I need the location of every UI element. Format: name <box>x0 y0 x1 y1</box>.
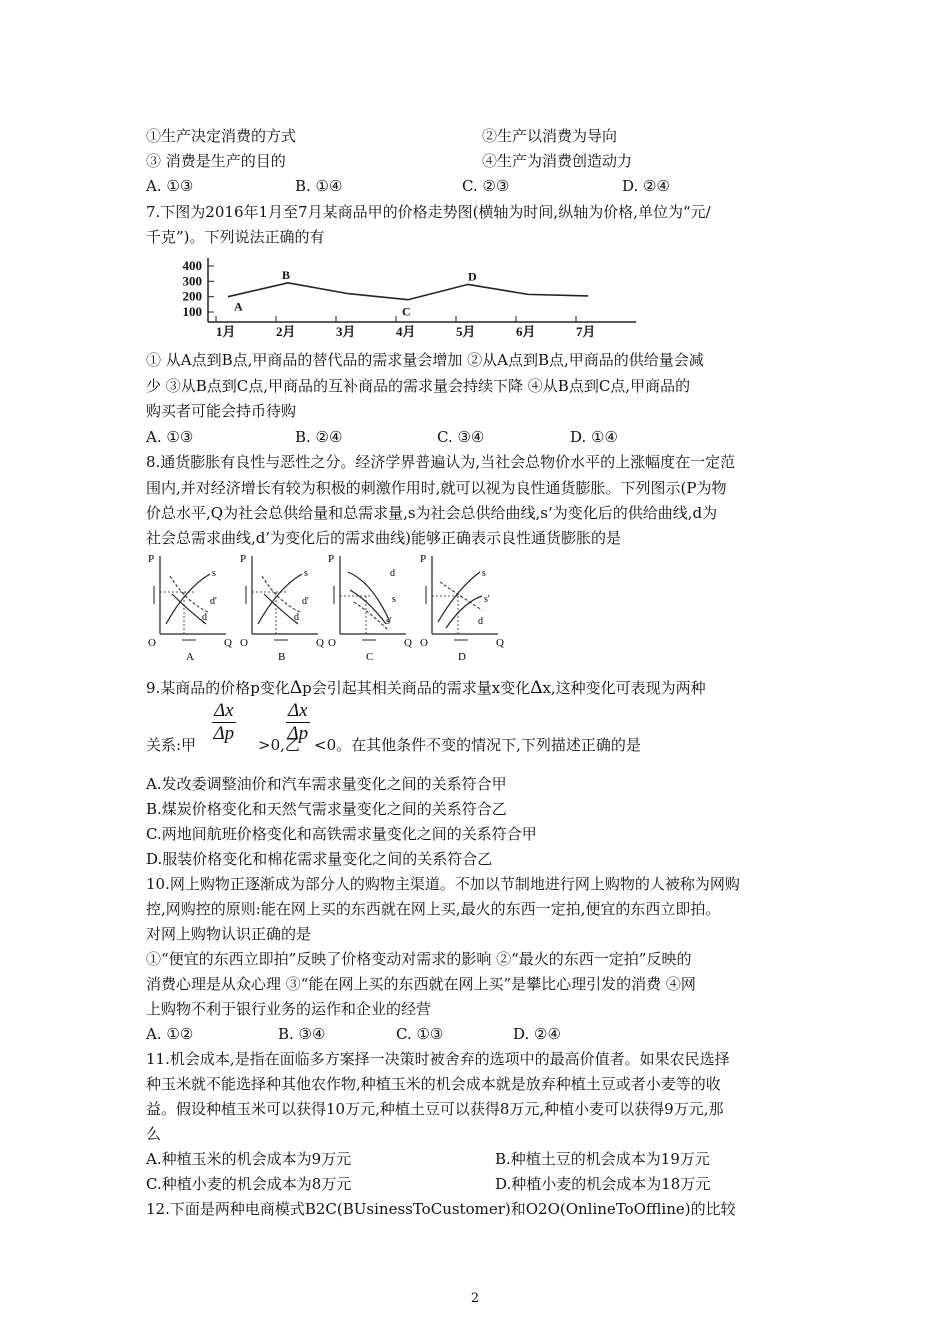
q11-stem-line-3: 益。假设种植玉米可以获得10万元,种植土豆可以获得8万元,种植小麦可以获得9万元,那 <box>146 1100 724 1118</box>
q7-option-a: A. ①③ <box>146 428 194 446</box>
q9-relation-suffix: <0。在其他条件不变的情况下,下列描述正确的是 <box>314 736 641 754</box>
y-tick-label: 300 <box>182 273 202 289</box>
x-tick-label: 2月 <box>276 324 296 338</box>
q9-option-d: D.服装价格变化和棉花需求量变化之间的关系符合乙 <box>146 850 493 868</box>
q9-option-c: C.两地间航班价格变化和高铁需求量变化之间的关系符合甲 <box>146 825 537 843</box>
q7-option-c: C. ③④ <box>437 428 485 446</box>
q7-price-chart <box>146 254 640 338</box>
q7-desc-line-1: ① 从A点到B点,甲商品的替代品的需求量会增加 ②从A点到B点,甲商品的供给量会减 <box>146 351 704 369</box>
y-tick-label: 100 <box>182 304 202 319</box>
y-tick-label: 400 <box>182 258 202 273</box>
q6-item-3: ③ 消费是生产的目的 <box>146 152 286 170</box>
q8-graph-d <box>420 553 504 663</box>
demand-curve <box>264 594 298 624</box>
origin-label: O <box>240 637 248 649</box>
q9-fraction-jia-denominator: Δp <box>213 723 235 744</box>
x-tick-label: 4月 <box>396 324 416 338</box>
point-label: B <box>282 267 291 282</box>
curve-label: s' <box>484 594 490 605</box>
q9-option-b: B.煤炭价格变化和天然气需求量变化之间的关系符合乙 <box>146 800 507 818</box>
q10-stem-line-3: 对网上购物认识正确的是 <box>146 925 312 943</box>
q10-option-c: C. ①③ <box>396 1025 444 1043</box>
supply-curve <box>438 572 480 622</box>
q11-option-c: C.种植小麦的机会成本为8万元 <box>146 1175 352 1193</box>
q9-fraction-jia-numerator: Δx <box>214 700 234 721</box>
demand-curve-shifted <box>262 576 300 612</box>
q10-stem-line-1: 10.网上购物正逐渐成为部分人的购物主渠道。不加以节制地进行网上购物的人被称为网购 <box>146 875 740 893</box>
axis-q-label: Q <box>316 637 324 649</box>
q9-stem-line-1 <box>146 678 706 698</box>
q11-stem-line-4: 么 <box>146 1125 162 1143</box>
origin-label: O <box>148 637 156 649</box>
q8-stem-line-1: 8.通货膨胀有良性与恶性之分。经济学界普遍认为,当社会总物价水平的上涨幅度在一定范 <box>146 453 736 471</box>
curve-label: s' <box>386 616 392 627</box>
q9-option-a: A.发改委调整油价和汽车需求量变化之间的关系符合甲 <box>146 775 507 793</box>
curve-label: d' <box>302 596 309 607</box>
q8-graph-c <box>328 553 412 663</box>
demand-curve <box>172 594 206 624</box>
axis-p-label: P <box>328 553 335 565</box>
q8-stem-line-4: 社会总需求曲线,d’为变化后的需求曲线)能够正确表示良性通货膨胀的是 <box>146 529 621 547</box>
graph-label: C <box>366 651 374 663</box>
y-tick-label: 200 <box>182 288 202 304</box>
curve-label: s <box>482 568 486 579</box>
x-tick-label: 7月 <box>576 324 596 338</box>
q6-item-1: ①生产决定消费的方式 <box>146 127 297 145</box>
q11-stem-line-1: 11.机会成本,是指在面临多方案择一决策时被舍弃的选项中的最高价值者。如果农民选择 <box>146 1050 730 1068</box>
q7-option-b: B. ②④ <box>295 428 343 446</box>
q9-delta-x: Δ <box>530 677 543 698</box>
q6-item-4: ④生产为消费创造动力 <box>482 152 633 170</box>
x-tick-label: 6月 <box>516 324 536 338</box>
q6-item-2: ②生产以消费为导向 <box>482 127 618 145</box>
q12-stem: 12.下面是两种电商模式B2C(BUsinessToCustomer)和O2O(OnlineToOffline)的比较 <box>146 1200 736 1218</box>
q7-desc-line-2: 少 ③从B点到C点,甲商品的互补商品的需求量会持续下降 ④从B点到C点,甲商品的 <box>146 377 691 395</box>
q11-stem-line-2: 种玉米就不能选择种其他农作物,种植玉米的机会成本就是放弃种植土豆或者小麦等的收 <box>146 1075 721 1093</box>
graph-label: A <box>186 651 194 663</box>
x-tick-label: 5月 <box>456 324 476 338</box>
q9-fraction-jia <box>212 700 236 745</box>
q11-option-a: A.种植玉米的机会成本为9万元 <box>146 1150 352 1168</box>
q10-desc-line-1: ①“便宜的东西立即拍”反映了价格变动对需求的影响 ②“最火的东西一定拍”反映的 <box>146 950 692 968</box>
q7-desc-line-3: 购买者可能会持币待购 <box>146 402 297 420</box>
q9-stem-part-2: p会引起其相关商品的需求量x变化 <box>302 679 531 697</box>
q8-graph-b <box>240 553 324 663</box>
demand-curve <box>348 572 390 622</box>
q9-relation-prefix: 关系:甲 <box>146 736 197 754</box>
q9-fraction-yi-numerator: Δx <box>288 700 308 721</box>
axis-q-label: Q <box>224 637 232 649</box>
q8-stem-line-2: 围内,并对经济增长有较为积极的刺激作用时,就可以视为良性通货膨胀。下列图示(P为物 <box>146 479 727 497</box>
q10-stem-line-2: 控,网购控的原则:能在网上买的东西就在网上买,最火的东西一定拍,便宜的东西立即拍。 <box>146 900 721 918</box>
q8-graph-a <box>148 553 232 663</box>
supply-curve <box>350 590 386 624</box>
curve-label: s <box>392 594 396 605</box>
q9-stem-part-3: x,这种变化可表现为两种 <box>542 679 706 697</box>
point-label: A <box>234 299 243 314</box>
q9-fraction-yi-denominator: Δp <box>287 723 309 744</box>
curve-label: s <box>304 568 308 579</box>
axis-q-label: Q <box>496 637 504 649</box>
q9-delta-p: Δ <box>289 677 303 698</box>
q10-option-a: A. ①② <box>146 1025 194 1043</box>
point-label: D <box>468 269 477 284</box>
q8-supply-demand-graphs <box>146 552 506 664</box>
axis-q-label: Q <box>404 637 412 649</box>
q10-option-b: B. ③④ <box>278 1025 326 1043</box>
curve-label: d' <box>210 596 217 607</box>
x-tick-label: 1月 <box>216 324 236 338</box>
price-line <box>228 283 588 300</box>
q6-option-b: B. ①④ <box>295 177 343 195</box>
page-number: 2 <box>470 1291 480 1306</box>
q9-relation-mid: >0,乙 <box>258 736 300 754</box>
x-tick-label: 3月 <box>336 324 356 338</box>
graph-label: D <box>458 651 466 663</box>
curve-label: d <box>390 568 395 579</box>
curve-label: s <box>212 568 216 579</box>
axis-p-label: P <box>148 553 155 565</box>
q9-stem-part-1: 9.某商品的价格p变化 <box>146 679 290 697</box>
q11-option-d: D.种植小麦的机会成本为18万元 <box>495 1175 711 1193</box>
curve-label: d <box>478 616 483 627</box>
origin-label: O <box>328 637 336 649</box>
demand-curve-shifted <box>170 576 208 612</box>
curve-label: d <box>294 612 299 623</box>
graph-label: B <box>278 651 286 663</box>
axis-p-label: P <box>420 553 427 565</box>
axis-p-label: P <box>240 553 247 565</box>
origin-label: O <box>420 637 428 649</box>
q10-desc-line-2: 消费心理是从众心理 ③“能在网上买的东西就在网上买”是攀比心理引发的消费 ④网 <box>146 975 696 993</box>
q10-option-d: D. ②④ <box>513 1025 561 1043</box>
point-label: C <box>402 304 411 319</box>
q10-desc-line-3: 上购物不利于银行业务的运作和企业的经营 <box>146 1000 432 1018</box>
q7-option-d: D. ①④ <box>570 428 618 446</box>
q8-stem-line-3: 价总水平,Q为社会总供给量和总需求量,s为社会总供给曲线,s’为变化后的供给曲线,d为 <box>146 504 718 522</box>
curve-label: d <box>202 612 207 623</box>
q7-stem-line-1: 7.下图为2016年1月至7月某商品甲的价格走势图(横轴为时间,纵轴为价格,单位为“元/ <box>146 203 711 221</box>
q6-option-a: A. ①③ <box>146 177 194 195</box>
q11-option-b: B.种植土豆的机会成本为19万元 <box>495 1150 710 1168</box>
q6-option-c: C. ②③ <box>462 177 510 195</box>
q7-stem-line-2: 千克”)。下列说法正确的有 <box>146 228 325 246</box>
q6-option-d: D. ②④ <box>622 177 670 195</box>
